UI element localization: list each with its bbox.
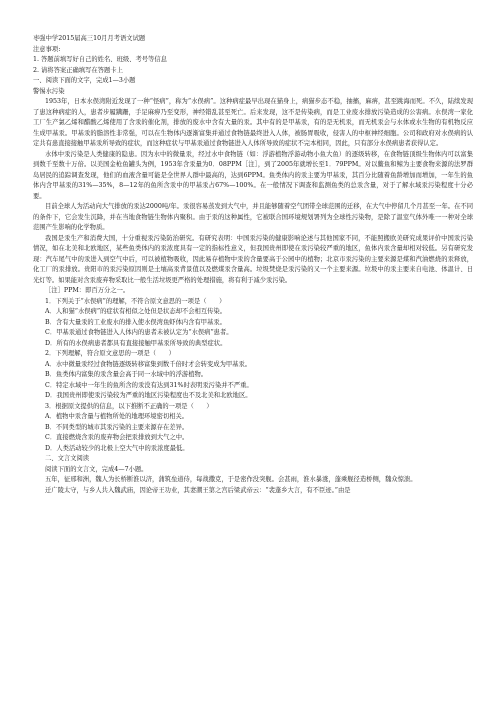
- question-option: D．人类活动较少的北极上空大气中的汞浓度最低。: [45, 444, 189, 452]
- question-option: B．不同类型的城市其汞污染的主要来源存在差异。: [45, 423, 189, 431]
- question-option: C．直接燃烧含汞的废弃物会把汞排放到大气之中。: [45, 434, 189, 441]
- article-paragraph: 目前全球人为活动向大气排放的汞达2000吨/年。汞很容易蒸发到大气中，并且能够随着空气团带全球范围的迁移，在大气中停留几个月甚至一年。在不同的条件下，它会发生沉降，并在当地食物链生物体内聚积。由于汞的这种属性，它被联合国环境规划署列为全球性污染物，是除了温室气体外唯一一种对全球范围产生影响的化学物质。: [33, 203, 473, 231]
- question-option: D．所有的水俣病患者都具有直接接触甲基汞所导致的典型症状。: [45, 339, 227, 347]
- question-option: A．人和猫“水俣病”的症状有相似之处但是状态却不会相互传染。: [45, 308, 227, 315]
- document-title: 枣强中学2015届高三10月月考语文试题: [33, 35, 146, 42]
- article-paragraph: 我国是汞生产和消费大国，十分重视汞污染防治研究。有研究表明：中国汞污染的健康影响论述与其他国家不同，不能照搬欧美研究成果评价中国汞污染情况，如在北美和北欧地区，某些鱼类体内的汞浓度具有一定的指标性意义，但我国贵州即使在汞污染较严重的地区，鱼体内汞含量却相对较低。另有研究发现：汽车尾气中的汞进入到空气中后，可以被植物吸收，因此易存植物中汞的含量要高于公园中的植物；北京市汞污染的主要来源是煤和汽油燃烧的汞释放，化工厂的汞排放。贵阳市的汞污染原因则是土壤高汞背景值以及燃煤汞含量高。垃圾焚烧是汞污染的又一个主要来源。垃圾中的汞主要来自电池、体温计、日光灯等。如果能对含汞废弃物采取比一般生活垃圾更严格的处理措施，将有利于减少汞污染。: [33, 234, 473, 284]
- classical-text-paragraph: 五年，征邢和洲，魏人为长桥断淮以济，蒲筑垒道侍，每战撒克，于是密作没突舰。会甚雨，淮水暴涨，蓬乘舰径造桥侧，魏众惊溃。: [45, 476, 417, 483]
- note-item: 2. 请将答案正确填写在答题卡上: [33, 66, 123, 74]
- question-stem: 2．下列理解，符合原文意思的一项是（ ）: [45, 350, 175, 357]
- question-stem: 3．根据原文提供的信息，以下推断不正确的一项是（ ）: [45, 402, 213, 410]
- question-option: A．水中微量汞经过食物链逐级转移富集到数千倍时才会转变成为甲基汞。: [45, 360, 252, 368]
- classical-text-paragraph: 迁广陵太守，与乡人共入魏武庙，因论帝王功业，其妻潮王第之宫后梁武帝云：“裴蓬乡大言，有不臣迹。”由是: [45, 486, 351, 494]
- question-option: B．含有大量汞的工业废水的排入使水俣湾鱼虾体内含有甲基汞。: [45, 318, 226, 326]
- notes-heading: 注意事项:: [33, 45, 61, 53]
- question-option: C．甲基汞通过食物链进入人体内的患者未被认定为“水俣病”患者。: [45, 329, 233, 336]
- exam-document: [33, 34, 473, 496]
- question-stem: 1．下列关于“水俣病”的理解，不符合原文意思的一项是（ ）: [45, 297, 226, 305]
- section-subheading: 阅读下面的文言文，完成4—7小题。: [45, 465, 148, 473]
- footnote: ［注］PPM：即百万分之一。: [45, 287, 130, 294]
- question-option: D．我国贵州即使汞污染较为严重的地区污染程度也不及北美和北欧地区。: [45, 392, 252, 399]
- question-option: C．特定水域中一年生的鱼所含的汞没有达到31%时表明汞污染并不严重。: [45, 381, 253, 389]
- article-paragraph: 水体中汞污染是人类健康的隐患。因为水中的微量汞，经过水中食物链（如：浮游植物浮游动物小鱼大鱼）的逐级转移，在食物链顶级生物体内可以富集到数千至数十万倍。以美国金枪鱼罐头为例，1953年含汞量为0．08PPM［注］，到了2005年就增长至1．79PPM。对以鳖鱼和鲸为主要食物来源的法罗群岛居民的追踪调查发现，他们的血液含量可能是全世界人群中最高的，达到6PPM。鱼类体内的汞主要为甲基汞，其百分比随着鱼龄增加而增加，一年生的鱼体内含甲基汞的31%—35%，8—12年的鱼所含汞中的甲基汞占67%—100%。在一般情况下调查和监测鱼类的总汞含量，对于了解水域汞污染程度十分必要。: [33, 150, 473, 200]
- article-paragraph: 1953年，日本水俣湾附近发现了一种“怪病”，称为“水俣病”。这种病症最早出现在猫身上，病猫步态不稳，抽搐，麻痹，甚至跳海而死。不久，陆续发现了患这种病症的人，患者步履蹒跚，手足麻痹乃至变形，神经错乱甚至死亡。后来发现，这不是传染病，而是工业废水排放污染造成的公害病。水俣湾一家化工厂生产氯乙烯和醋酸乙烯使用了含汞的催化剂，排放的废水中含有大量的汞。其中有的是甲基汞，有的是无机汞，而无机汞会与水体或水生物的有机物反应生成甲基汞。甲基汞的脂溶性非常强，可以在生物体内逐渐富集并通过食物链最终进入人体，被肠胃吸收，侵害人的中枢神经细胞。公司和政府对水俣病的认定共有患直接接触甲基汞所导致的症状，而这种症状与甲基汞通过食物链进入人体所导致的症状不完本相同，因此，只有部分水俣病患者获得认定。: [33, 98, 473, 147]
- article-title: 警惕水污染: [33, 87, 65, 95]
- section-heading: 二、文言文阅读: [45, 455, 90, 462]
- note-item: 1. 答题前填写好自己的姓名、班级、考号等信息: [33, 56, 167, 63]
- question-option: B．鱼类体内富集的汞含量会高于同一水域中的浮游植物。: [45, 371, 208, 378]
- question-option: A．植物中汞含量与植物所处的地理环境密切相关。: [45, 413, 189, 420]
- section-heading: 一、阅读下面的文字，完成1—3小题: [33, 77, 136, 84]
